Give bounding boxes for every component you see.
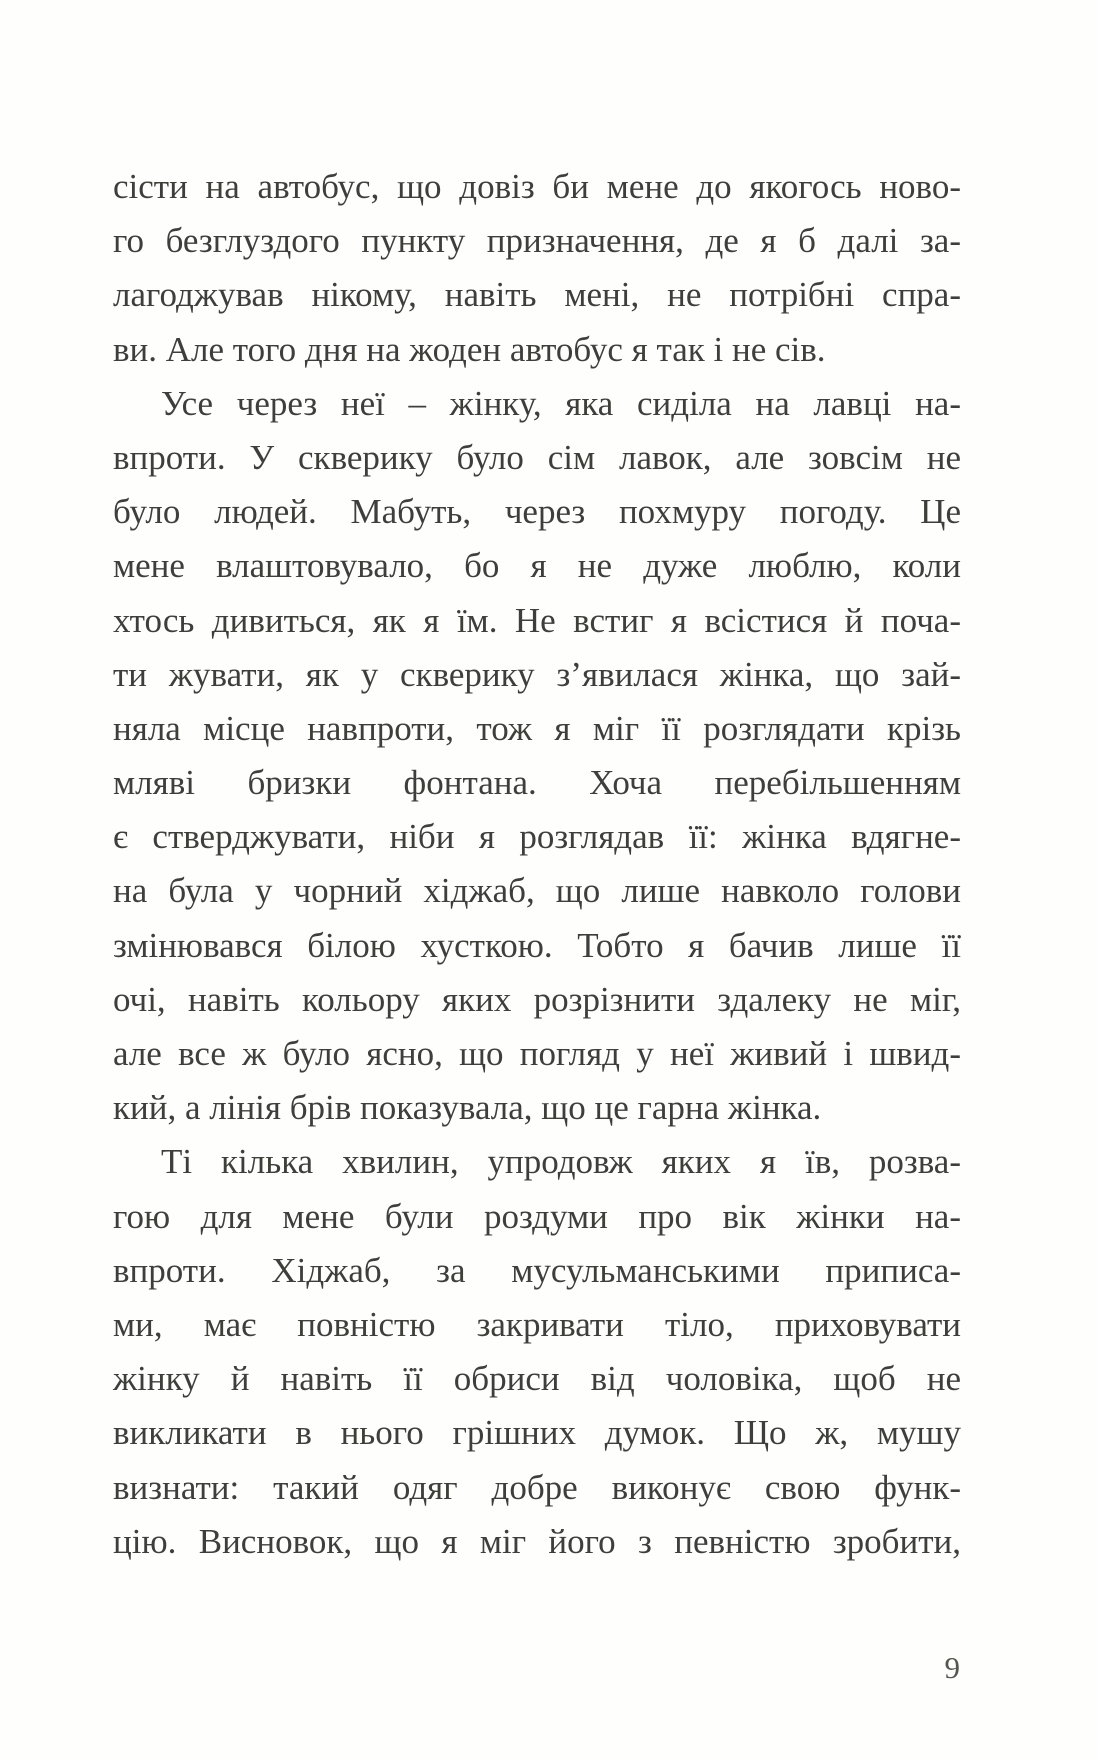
text-line: цію. Висновок, що я міг його з певністю зробити,: [113, 1521, 961, 1561]
text-line: мляві бризки фонтана. Хоча перебільшенням: [113, 763, 961, 803]
text-line: го безглуздого пункту призначення, де я б далі за-: [113, 221, 961, 261]
text-line: кий, а лінія брів показувала, що це гарна жінка.: [113, 1088, 822, 1128]
text-line: няла місце навпроти, тож я міг її розглядати крізь: [113, 708, 961, 748]
text-line: лагоджував нікому, навіть мені, не потрібні спра-: [113, 275, 961, 315]
text-line: ви. Але того дня на жоден автобус я так і не сів.: [113, 329, 826, 369]
text-line: жінку й навіть її обриси від чоловіка, щоб не: [113, 1359, 961, 1399]
text-line: гою для мене були роздуми про вік жінки на-: [113, 1196, 961, 1236]
text-line: Ті кілька хвилин, упродовж яких я їв, розва-: [161, 1142, 961, 1182]
text-line: впроти. Хіджаб, за мусульманськими приписа-: [113, 1250, 961, 1290]
text-line: сісти на автобус, що довіз би мене до якогось ново-: [113, 167, 961, 206]
text-line: мене влаштовувало, бо я не дуже люблю, коли: [113, 546, 961, 586]
text-line: на була у чорний хіджаб, що лише навколо голови: [113, 871, 961, 911]
text-line: впроти. У скверику було сім лавок, але зовсім не: [113, 437, 961, 477]
text-line: було людей. Мабуть, через похмуру погоду. Це: [113, 492, 961, 532]
text-line: ти жувати, як у скверику з’явилася жінка, що зай-: [113, 654, 961, 694]
text-line: змінювався білою хусткою. Тобто я бачив лише її: [113, 925, 961, 965]
body-text: [113, 160, 961, 1569]
text-line: є стверджувати, ніби я розглядав її: жінка вдягне-: [113, 817, 961, 857]
page-number: 9: [944, 1650, 960, 1685]
text-line: але все ж було ясно, що погляд у неї живий і швид-: [113, 1034, 961, 1073]
text-line: очі, навіть кольору яких розрізнити здалеку не міг,: [113, 979, 961, 1019]
text-line: визнати: такий одяг добре виконує свою функ-: [113, 1467, 961, 1507]
text-line: хтось дивиться, як я їм. Не встиг я всістися й поча-: [113, 600, 961, 640]
text-line: викликати в нього грішних думок. Що ж, мушу: [113, 1413, 961, 1453]
text-line: Усе через неї – жінку, яка сиділа на лавці на-: [161, 383, 961, 423]
text-line: ми, має повністю закривати тіло, приховувати: [113, 1304, 961, 1344]
